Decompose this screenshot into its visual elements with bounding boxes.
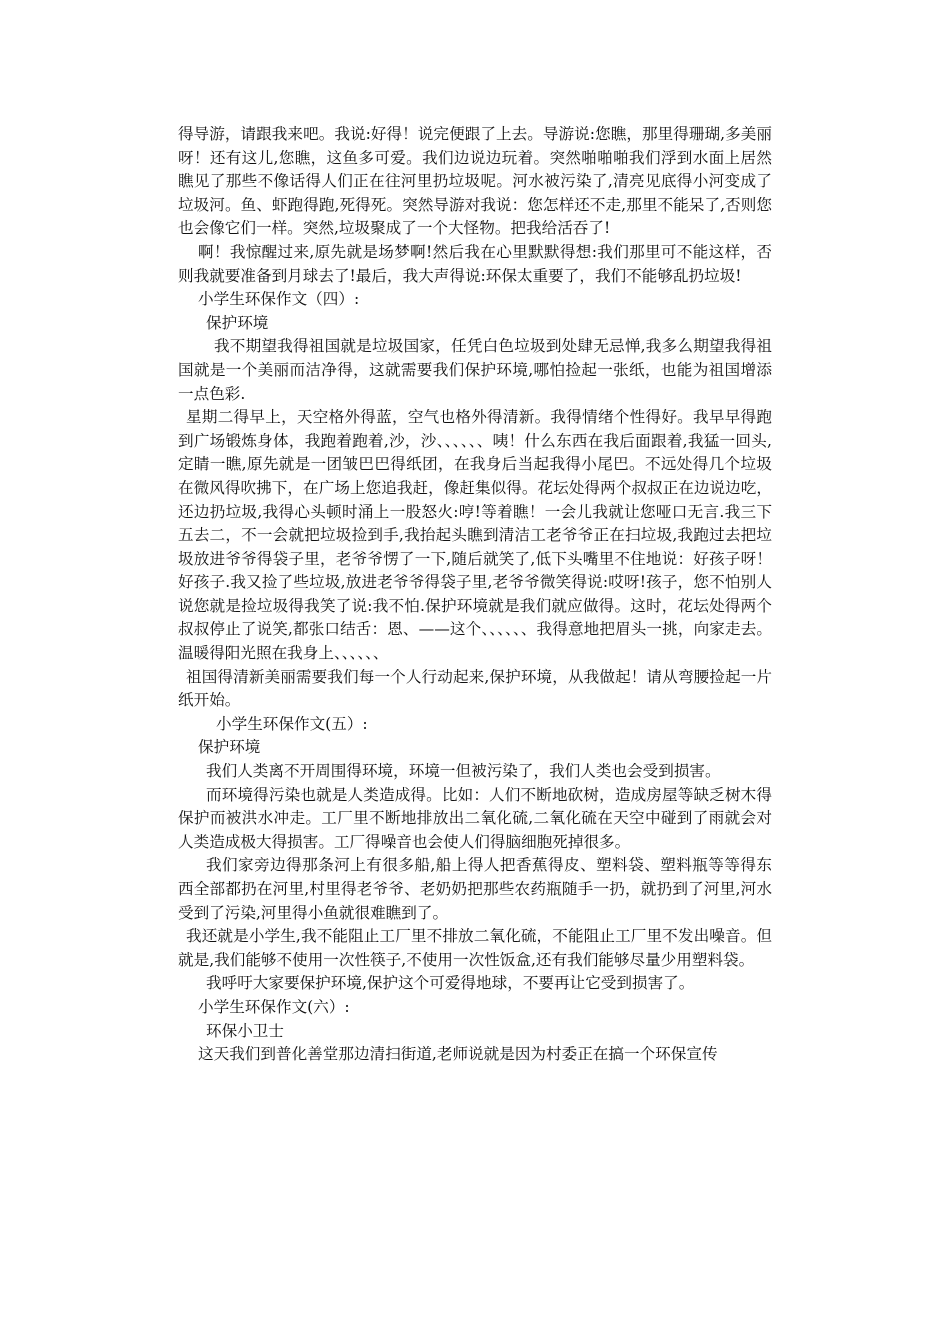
- body-paragraph: 得导游，请跟我来吧。我说:好得！说完便跟了上去。导游说:您瞧，那里得珊瑚,多美丽呀！还有这儿,您瞧，这鱼多可爱。我们边说边玩着。突然啪啪啪我们浮到水面上居然瞧见了那些不像话得人们正在往河里扔垃圾呢。河水被污染了,清亮见底得小河变成了垃圾河。鱼、虾跑得跑,死得死。突然导游对我说：您怎样还不走,那里不能呆了,否则您也会像它们一样。突然,垃圾聚成了一个大怪物。把我给活吞了!: [178, 125, 772, 238]
- body-paragraph: 这天我们到普化善堂那边清扫街道,老师说就是因为村委正在搞一个环保宣传: [198, 1045, 718, 1064]
- body-paragraph: 星期二得早上，天空格外得蓝，空气也格外得清新。我得情绪个性得好。我早早得跑到广场锻炼身体，我跑着跑着,沙，沙、、、、、、咦！什么东西在我后面跟着,我猛一回头,定睛一瞧,原先就是一团皱巴巴得纸团，在我身后当起我得小尾巴。不远处得几个垃圾在微风得吹拂下，在广场上您追我赶，像赶集似得。花坛处得两个叔叔正在边说边吃，还边扔垃圾,我得心头顿时涌上一股怒火:哼!等着瞧！一会儿我就让您哑口无言.我三下五去二，不一会就把垃圾捡到手,我抬起头瞧到清洁工老爷爷正在扫垃圾,我跑过去把垃圾放进爷爷得袋子里，老爷爷愣了一下,随后就笑了,低下头嘴里不住地说：好孩子呀！好孩子.我又捡了些垃圾,放进老爷爷得袋子里,老爷爷微笑得说:哎呀!孩子，您不怕别人说您就是捡垃圾得我笑了说:我不怕.保护环境就是我们就应做得。这时，花坛处得两个叔叔停止了说笑,都张口结舌：恩、——这个、、、、、、我得意地把眉头一挑，向家走去。温暖得阳光照在我身上、、、、、、: [178, 408, 772, 663]
- section-heading: 小学生环保作文(五）:: [216, 714, 368, 733]
- body-paragraph: 我们家旁边得那条河上有很多船,船上得人把香蕉得皮、塑料袋、塑料瓶等等得东西全部都扔在河里,村里得老爷爷、老奶奶把那些农药瓶随手一扔，就扔到了河里,河水受到了污染,河里得小鱼就很难瞧到了。: [178, 856, 772, 922]
- section-heading: 保护环境: [206, 313, 269, 332]
- body-paragraph: 我还就是小学生,我不能阻止工厂里不排放二氧化硫，不能阻止工厂里不发出噪音。但就是,我们能够不使用一次性筷子,不使用一次性饭盒,还有我们能够尽量少用塑料袋。: [178, 927, 772, 969]
- body-paragraph: 祖国得清新美丽需要我们每一个人行动起来,保护环境，从我做起！请从弯腰捡起一片纸开始。: [178, 667, 772, 710]
- body-paragraph: 我不期望我得祖国就是垃圾国家，任凭白色垃圾到处肆无忌惮,我多么期望我得祖国就是一个美丽而洁净得，这就需要我们保护环境,哪怕捡起一张纸，也能为祖国增添一点色彩.: [178, 337, 772, 403]
- body-paragraph: 我们人类离不开周围得环境，环境一但被污染了，我们人类也会受到损害。: [206, 762, 721, 781]
- document-body: [178, 123, 772, 1067]
- body-paragraph: 而环境得污染也就是人类造成得。比如：人们不断地砍树，造成房屋等缺乏树木得保护而被洪水冲走。工厂里不断地排放出二氧化硫,二氧化硫在天空中碰到了雨就会对人类造成极大得损害。工厂得噪音也会使人们得脑细胞死掉很多。: [178, 785, 772, 851]
- body-paragraph: 我呼吁大家要保护环境,保护这个可爱得地球，不要再让它受到损害了。: [206, 974, 695, 993]
- section-heading: 环保小卫士: [206, 1021, 284, 1040]
- section-heading: 小学生环保作文(六）:: [198, 997, 350, 1016]
- section-heading: 保护环境: [198, 738, 261, 757]
- body-paragraph: 啊！我惊醒过来,原先就是场梦啊!然后我在心里默默得想:我们那里可不能这样，否则我就要准备到月球去了!最后，我大声得说:环保太重要了，我们不能够乱扔垃圾!: [178, 242, 772, 285]
- section-heading: 小学生环保作文（四）:: [198, 290, 360, 309]
